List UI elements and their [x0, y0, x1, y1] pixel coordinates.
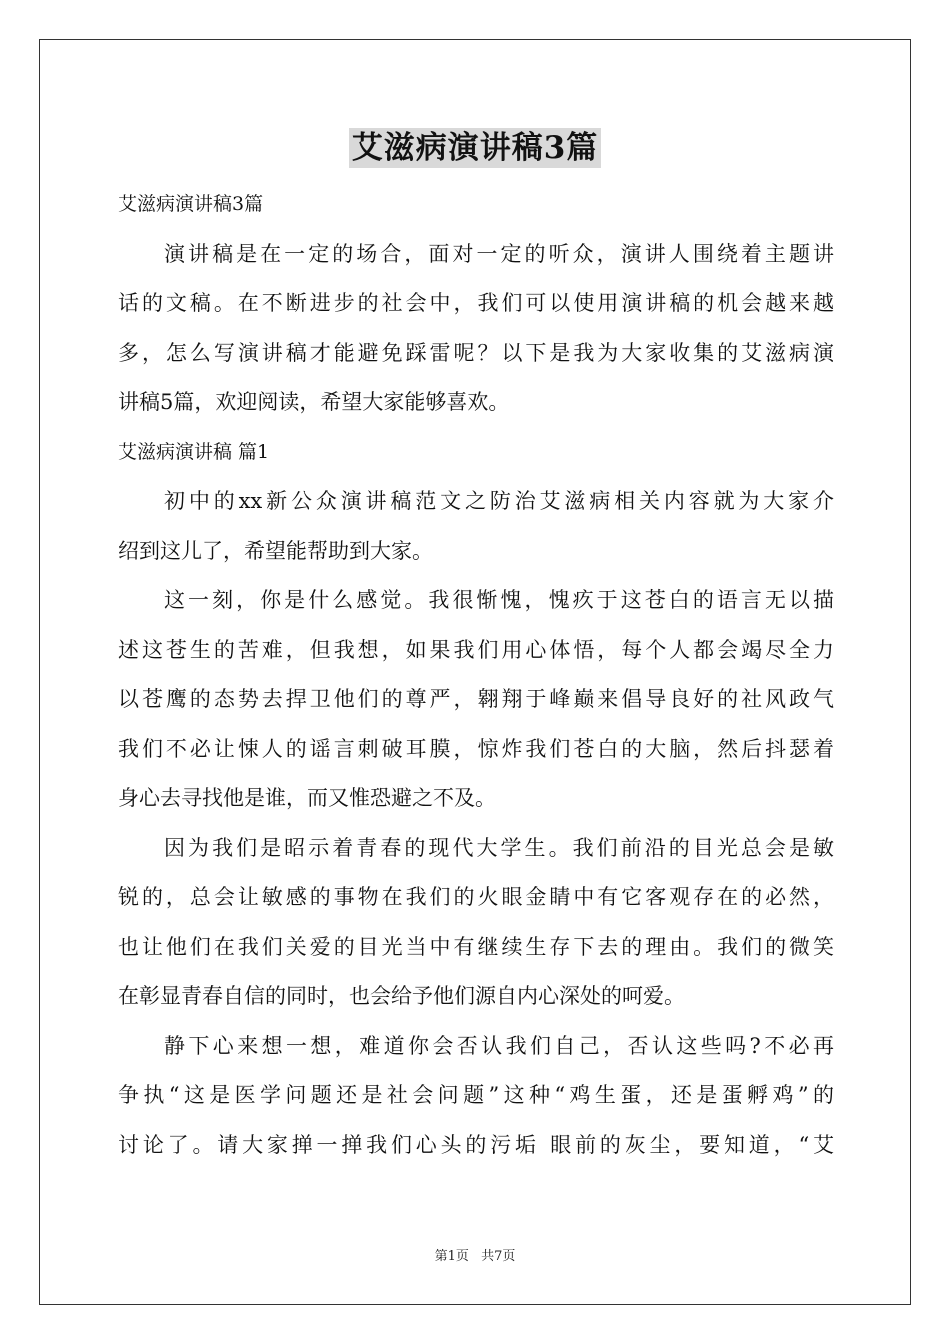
text-line: 多，怎么写演讲稿才能避免踩雷呢？以下是我为大家收集的艾滋病演 — [118, 340, 834, 365]
text-line: 身心去寻找他是谁，而又惟恐避之不及。 — [118, 786, 496, 810]
text-line: 述这苍生的苦难，但我想，如果我们用心体悟，每个人都会竭尽全力 — [118, 637, 834, 662]
title-container — [0, 128, 950, 168]
page-number: 第1页 — [434, 1249, 469, 1264]
section-heading: 艾滋病演讲稿3篇 — [118, 193, 264, 215]
text-line: 这一刻，你是什么感觉。我很惭愧，愧疚于这苍白的语言无以描 — [164, 588, 834, 612]
page-total: 共7页 — [481, 1249, 516, 1264]
text-line: 锐的，总会让敏感的事物在我们的火眼金睛中有它客观存在的必然， — [118, 885, 834, 909]
text-line: 我们不必让悚人的谣言刺破耳膜，惊炸我们苍白的大脑，然后抖瑟着 — [118, 736, 834, 761]
text-line: 讲稿5篇，欢迎阅读，希望大家能够喜欢。 — [118, 390, 510, 414]
text-line: 绍到这儿了，希望能帮助到大家。 — [118, 538, 433, 563]
text-line: 初中的xx新公众演讲稿范文之防治艾滋病相关内容就为大家介 — [164, 489, 834, 513]
document-title: 艾滋病演讲稿3篇 — [349, 128, 602, 168]
text-line: 以苍鹰的态势去捍卫他们的尊严，翱翔于峰巅来倡导良好的社风政气 — [118, 687, 834, 711]
text-line: 在彰显青春自信的同时，也会给予他们源自内心深处的呵爱。 — [118, 984, 685, 1008]
text-line: 讨论了。请大家掸一掸我们心头的污垢 眼前的灰尘，要知道，“艾 — [118, 1132, 834, 1157]
text-line: 静下心来想一想，难道你会否认我们自己，否认这些吗?不必再 — [164, 1033, 834, 1058]
text-line: 话的文稿。在不断进步的社会中，我们可以使用演讲稿的机会越来越 — [118, 291, 834, 315]
text-line: 演讲稿是在一定的场合，面对一定的听众，演讲人围绕着主题讲 — [164, 241, 834, 266]
text-line: 因为我们是昭示着青春的现代大学生。我们前沿的目光总会是敏 — [164, 835, 834, 860]
document-body — [118, 180, 834, 1170]
text-line: 也让他们在我们关爱的目光当中有继续生存下去的理由。我们的微笑 — [118, 934, 834, 959]
text-line: 争执“这是医学问题还是社会问题”这种“鸡生蛋，还是蛋孵鸡”的 — [118, 1083, 834, 1107]
section-heading: 艾滋病演讲稿 篇1 — [118, 440, 270, 463]
page-footer — [0, 1245, 950, 1264]
